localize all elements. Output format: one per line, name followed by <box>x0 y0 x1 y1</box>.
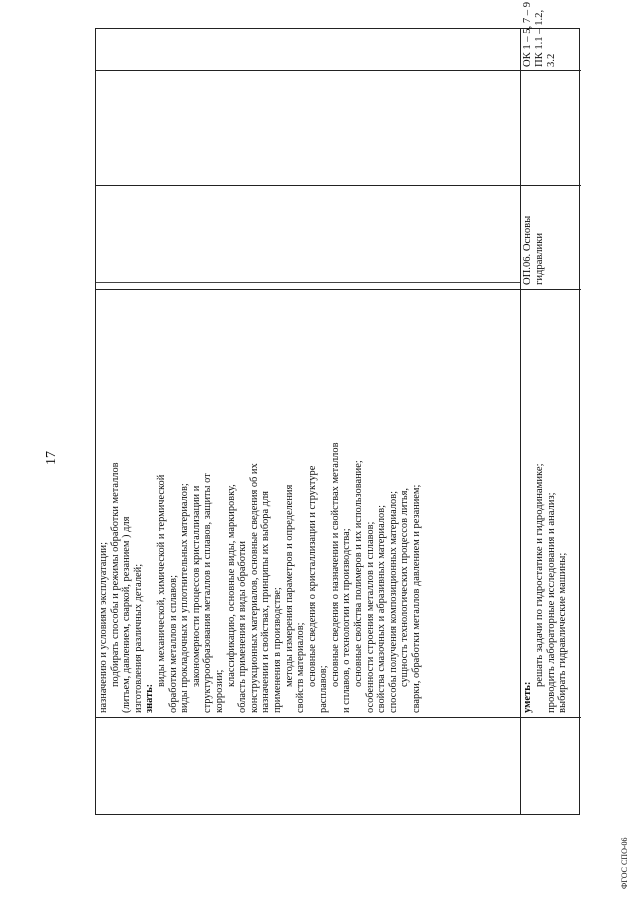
text-line: решать задачи по гидростатике и гидродинамике; <box>533 463 545 687</box>
section-heading: знать: <box>144 683 156 713</box>
empty-cell <box>520 70 581 185</box>
text-line: ОК 1 – 5, 7 – 9 <box>522 1 533 67</box>
knowledge-cell <box>96 289 520 717</box>
knowledge-text <box>98 292 423 713</box>
text-line: подбирать способы и режимы обработки металлов <box>109 462 121 687</box>
text-line: гидравлики <box>533 232 545 285</box>
page-number: 17 <box>44 451 59 465</box>
text-line: 3.2 <box>545 53 557 67</box>
empty-cell <box>520 717 581 814</box>
competencies-cell <box>520 1 581 70</box>
text-line: основные сведения о кристаллизации и структуре <box>306 465 318 687</box>
text-line: расплавов; <box>318 665 330 713</box>
text-line: виды механической, химической и термической <box>155 474 167 687</box>
text-line: ПК 1.1 – 1.2, <box>533 9 545 67</box>
text-line: (литьем, давлением, сваркой, резанием ) для <box>121 516 133 713</box>
text-line: особенности строения металлов и сплавов; <box>364 521 376 713</box>
text-line: изготовления различных деталей; <box>132 563 144 713</box>
text-line: свойства смазочных и абразивных материалов; <box>376 505 388 713</box>
text-line: ОП.06. Основы <box>522 215 533 285</box>
discipline-text <box>522 188 546 285</box>
footer-label: ФГОС СПО-06 <box>620 837 629 889</box>
skills-cell <box>520 289 581 717</box>
text-line: коррозии; <box>213 669 225 713</box>
text-line: назначению и условиям эксплуатации; <box>98 542 109 713</box>
text-line: конструкционных материалов, основные сведения об их <box>248 463 260 713</box>
text-line: обработки металлов и сплавов; <box>167 575 179 713</box>
empty-cell <box>96 29 520 70</box>
text-line: и сплавов, о технологии их производства; <box>341 528 353 713</box>
empty-cell <box>96 70 520 185</box>
text-line: сварки, обработки металлов давлением и резанием; <box>411 484 423 713</box>
text-line: закономерности процессов кристаллизации и <box>190 485 202 687</box>
text-line: основные свойства полимеров и их использование; <box>353 460 365 687</box>
table-row <box>520 1 581 814</box>
text-line: виды прокладочных и уплотнительных материалов; <box>179 483 191 713</box>
empty-cell <box>96 717 520 814</box>
competencies-text <box>522 1 557 67</box>
text-line: проводить лабораторные исследования и анализ; <box>545 492 557 713</box>
text-line: свойств материалов; <box>295 622 307 713</box>
discipline-cell <box>520 185 581 289</box>
skills-text <box>522 292 569 713</box>
section-heading: уметь: <box>522 681 533 713</box>
text-line: классификацию, основные виды, маркировку, <box>225 484 237 687</box>
text-line: область применения и виды обработки <box>237 541 249 713</box>
text-line: структурообразования металлов и сплавов, защиты от <box>202 473 214 713</box>
table-row <box>96 29 521 814</box>
text-line: выбирать гидравлические машины; <box>557 552 569 713</box>
text-line: основные сведения о назначении и свойствах металлов <box>329 442 341 687</box>
text-line: способы получения композиционных материалов; <box>387 491 399 713</box>
text-line: методы измерения параметров и определения <box>283 484 295 687</box>
text-line: применения в производстве; <box>271 587 283 713</box>
empty-cell <box>96 185 520 289</box>
text-line: сущность технологических процессов литья, <box>399 487 411 687</box>
text-line: назначении и свойствах, принципы их выбора для <box>260 491 272 713</box>
curriculum-table <box>95 1 580 815</box>
